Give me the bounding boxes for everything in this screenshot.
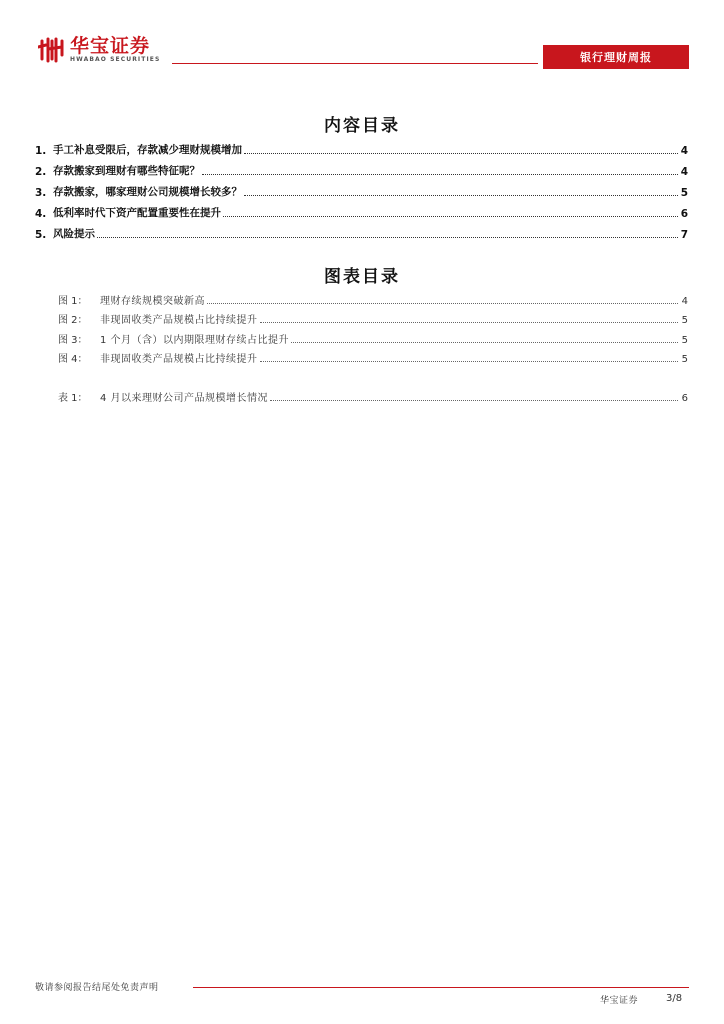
contents-title: 内容目录 <box>324 116 400 136</box>
toc-item-page[interactable]: 6 <box>680 208 688 220</box>
toc-leader <box>223 216 678 217</box>
figure-leader <box>260 361 679 362</box>
figure-number: 图 1： <box>58 295 88 307</box>
contents-list <box>35 136 688 241</box>
logo-english-name: HWABAO SECURITIES <box>70 56 161 63</box>
figure-page[interactable]: 5 <box>681 334 688 346</box>
footer-company: 华宝证券 <box>600 996 639 1006</box>
figure-page[interactable]: 4 <box>681 295 688 307</box>
toc-item[interactable] <box>35 157 688 178</box>
toc-item-label[interactable]: 存款搬家到理财有哪些特征呢？ <box>53 165 200 177</box>
figures-title: 图表目录 <box>324 267 400 287</box>
figure-leader <box>207 303 678 304</box>
logo-chinese-name: 华宝证券 <box>70 35 151 57</box>
toc-item-label[interactable]: 手工补息受限后，存款减少理财规模增加 <box>53 144 242 156</box>
toc-leader <box>97 237 678 238</box>
toc-item-label[interactable]: 低利率时代下资产配置重要性在提升 <box>53 207 221 219</box>
page-number: 3/8 <box>666 993 683 1004</box>
toc-leader <box>244 195 678 196</box>
toc-item-label[interactable]: 存款搬家，哪家理财公司规模增长较多？ <box>53 186 242 198</box>
table-leader <box>270 400 678 401</box>
figure-label[interactable]: 非现固收类产品规模占比持续提升 <box>100 354 258 365</box>
figure-number: 图 4： <box>58 354 88 365</box>
figure-item[interactable] <box>58 326 688 346</box>
figure-item[interactable] <box>58 287 688 307</box>
toc-leader <box>202 174 678 175</box>
figure-item[interactable] <box>58 307 688 327</box>
hwabao-logo-icon <box>38 37 66 63</box>
figures-list <box>58 287 688 365</box>
tables-list <box>58 384 688 404</box>
figure-label[interactable]: 非现固收类产品规模占比持续提升 <box>100 315 258 326</box>
table-number: 表 1： <box>58 392 88 404</box>
toc-leader <box>244 153 678 154</box>
toc-item[interactable] <box>35 178 688 199</box>
figure-label[interactable]: 理财存续规模突破新高 <box>100 295 205 307</box>
toc-item-page[interactable]: 5 <box>680 187 688 199</box>
company-logo <box>38 36 160 64</box>
footer-disclaimer: 敬请参阅报告结尾处免责声明 <box>35 983 159 993</box>
figure-leader <box>291 342 678 343</box>
toc-item-number: 4. <box>35 208 47 220</box>
toc-item[interactable] <box>35 136 688 157</box>
header-divider <box>172 63 538 64</box>
figure-page[interactable]: 5 <box>681 315 688 326</box>
table-label[interactable]: 4 月以来理财公司产品规模增长情况 <box>100 392 269 404</box>
figure-label[interactable]: 1 个月（含）以内期限理财存续占比提升 <box>100 334 290 346</box>
toc-item-label[interactable]: 风险提示 <box>53 228 95 240</box>
toc-item[interactable] <box>35 220 688 241</box>
report-type-badge: 银行理财周报 <box>543 45 689 69</box>
figure-number: 图 2： <box>58 315 88 326</box>
toc-item-number: 2. <box>35 166 47 178</box>
toc-item-page[interactable]: 7 <box>680 229 688 241</box>
figure-page[interactable]: 5 <box>681 354 688 365</box>
figure-number: 图 3： <box>58 334 88 346</box>
figure-leader <box>260 322 679 323</box>
toc-item[interactable] <box>35 199 688 220</box>
toc-item-number: 1. <box>35 145 47 157</box>
table-item[interactable] <box>58 384 688 404</box>
toc-item-page[interactable]: 4 <box>680 166 688 178</box>
table-page[interactable]: 6 <box>681 392 688 404</box>
toc-item-number: 3. <box>35 187 47 199</box>
footer-divider <box>193 987 689 988</box>
toc-item-page[interactable]: 4 <box>680 145 688 157</box>
page-header <box>0 0 724 80</box>
toc-item-number: 5. <box>35 229 47 241</box>
figure-item[interactable] <box>58 346 688 366</box>
